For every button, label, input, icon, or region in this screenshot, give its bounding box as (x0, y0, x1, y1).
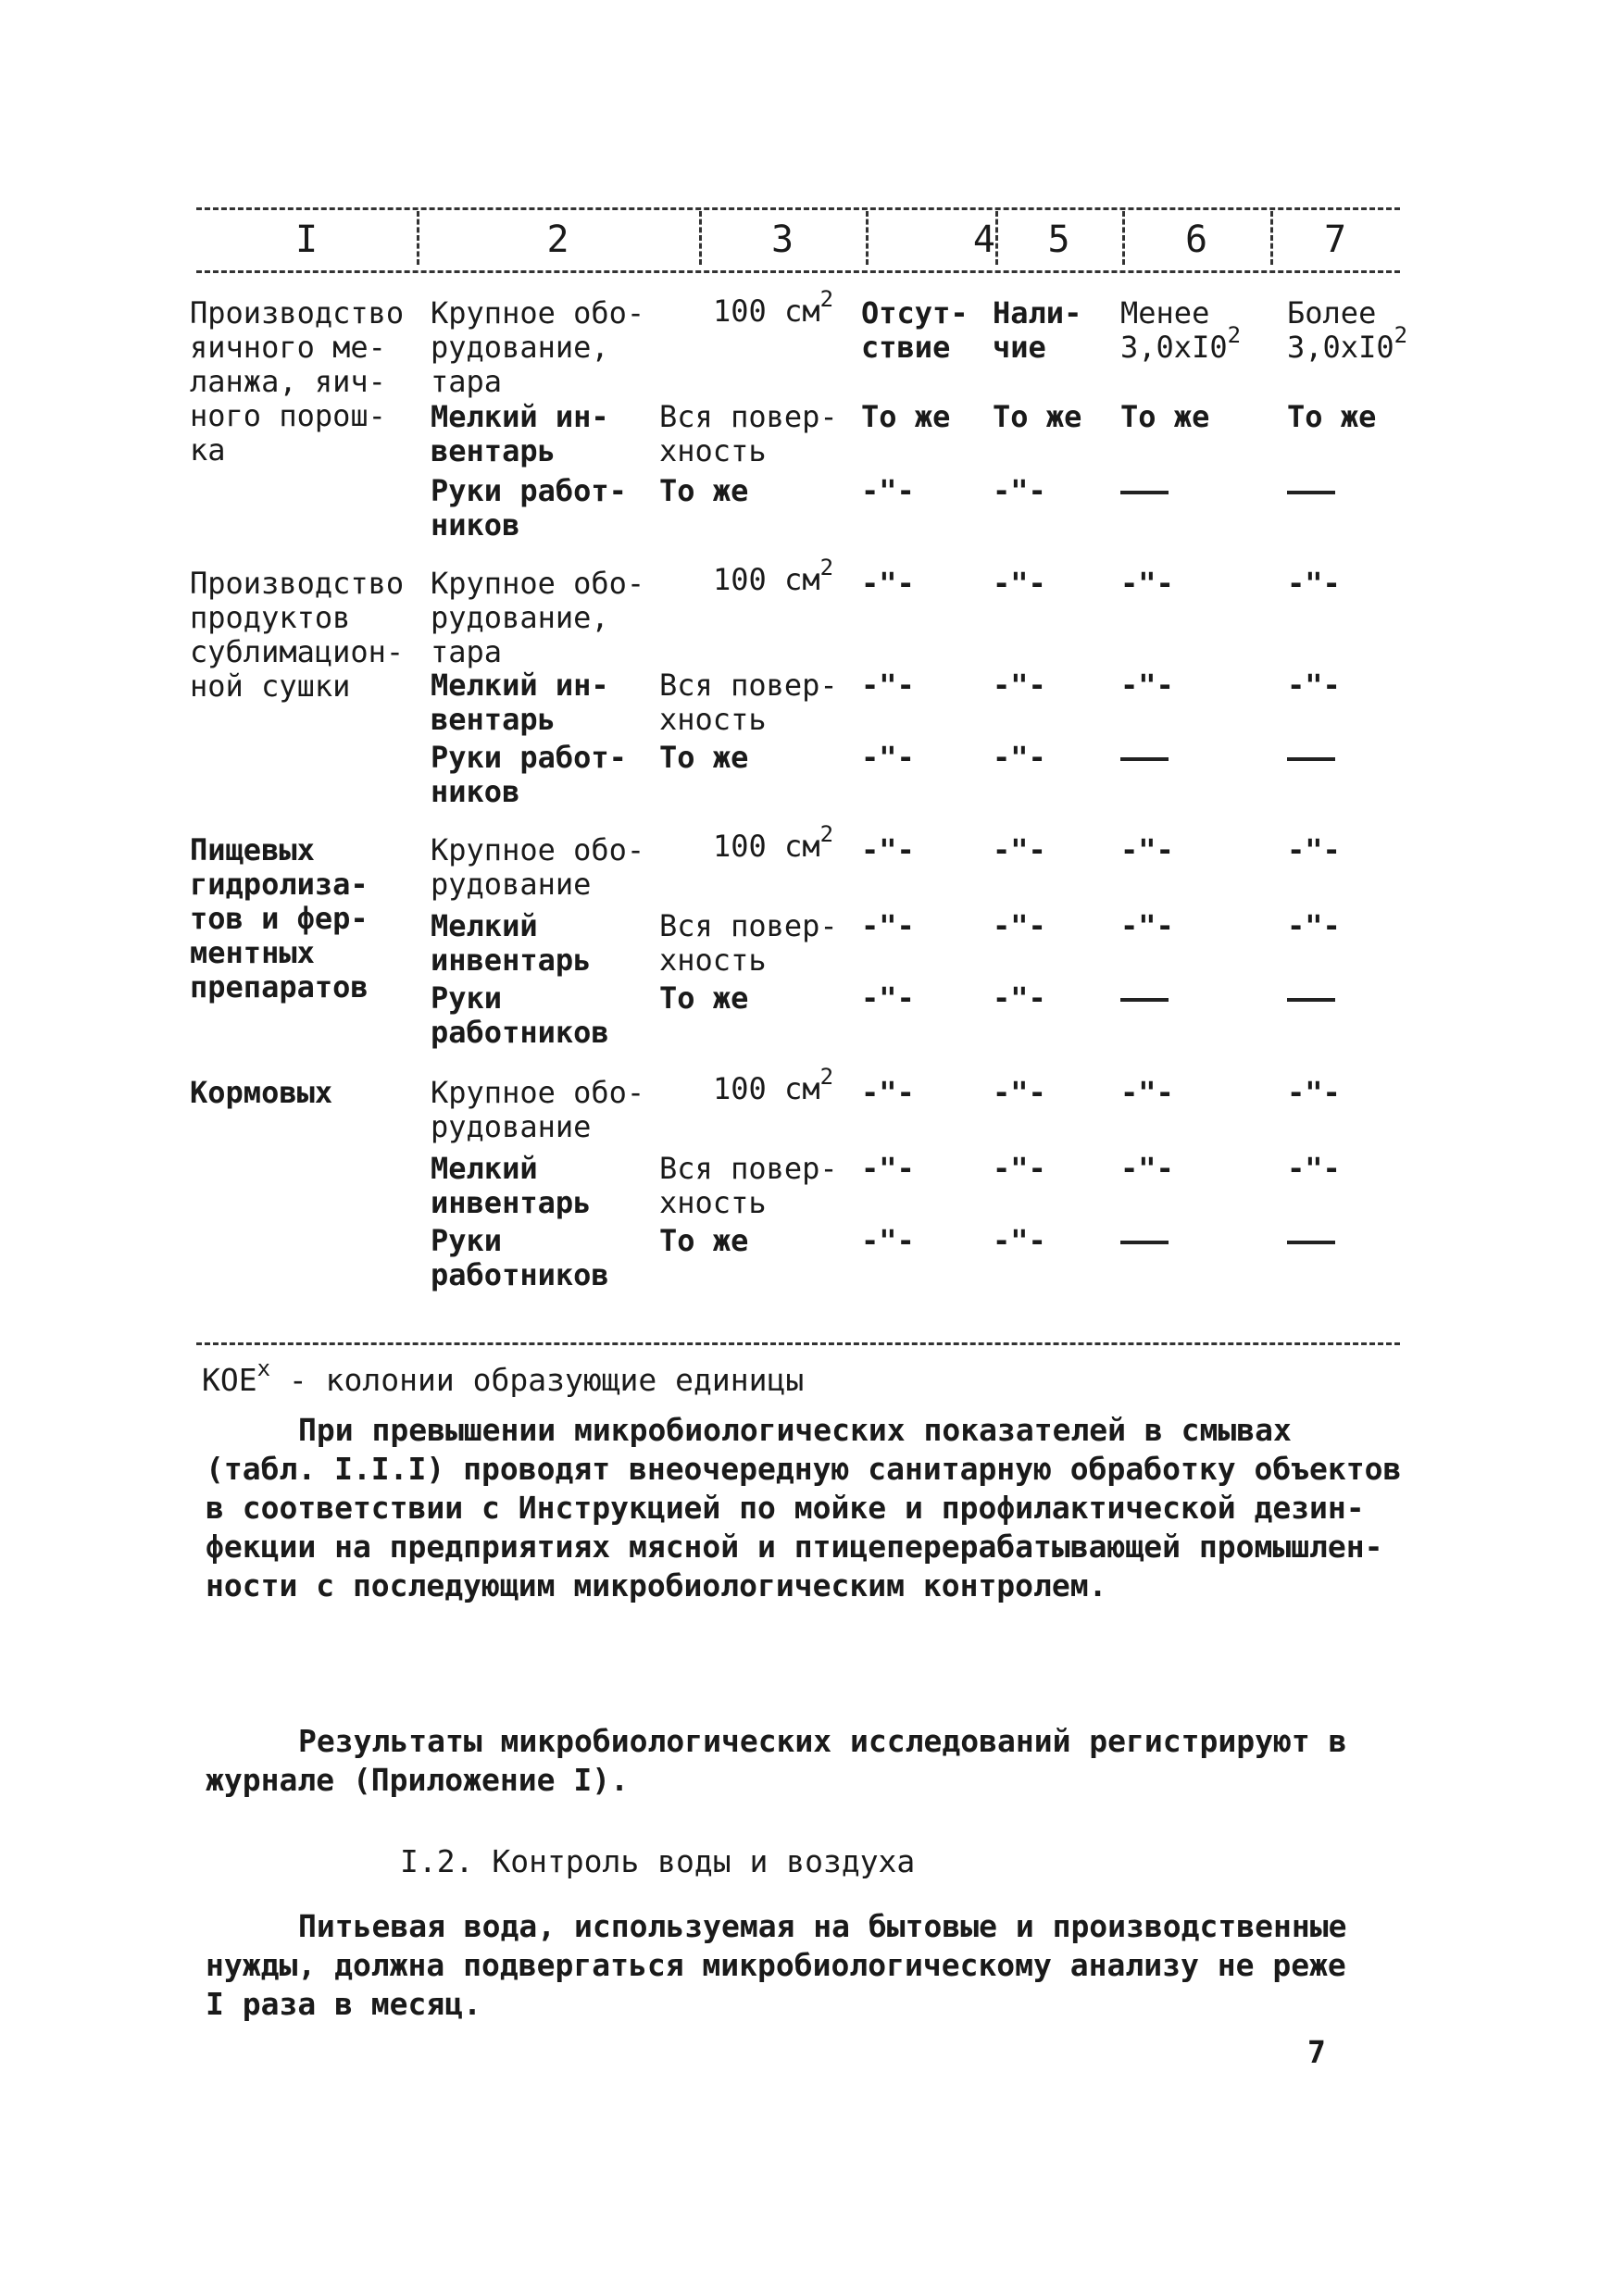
table-header-rule (196, 270, 1400, 273)
value-cell: То же (861, 399, 951, 434)
value-cell: Нали- чие (993, 295, 1082, 365)
ditto-cell: -"- (861, 473, 915, 508)
area-cell: Вся повер- хность (659, 668, 838, 737)
object-cell: Крупное обо- рудование, тара (431, 566, 645, 669)
empty-dash (1287, 474, 1335, 508)
product-name: Кормовых (190, 1075, 333, 1110)
object-cell: Крупное обо- рудование (431, 832, 645, 902)
object-cell: Руки работников (431, 980, 609, 1050)
ditto-cell: -"- (1287, 832, 1341, 867)
ditto-cell: -"- (1287, 908, 1341, 943)
ditto-cell: -"- (861, 832, 915, 867)
column-header-6: 6 (1184, 218, 1208, 261)
product-name: Производство яичного ме- ланжа, яич- ного порош- ка (190, 295, 405, 468)
value-cell: То же (993, 399, 1082, 434)
value-cell: Более $3,0хI0^2$ (1287, 295, 1408, 365)
paragraph-water: Питьевая вода, используемая на бытовые и производственные нужды, должна подвергаться микробиологическому анализу не реже I раза в месяц. (206, 1908, 1347, 2022)
column-header-3: 3 (770, 218, 794, 261)
value-cell: Менее $3,0хI0^2$ (1120, 295, 1242, 365)
ditto-cell: -"- (1287, 668, 1341, 703)
empty-dash (1120, 981, 1169, 1016)
area-cell: То же (659, 740, 749, 775)
object-cell: Мелкий ин- вентарь (431, 399, 609, 468)
table-top-rule (196, 207, 1400, 210)
value-cell: Отсут- ствие (861, 295, 969, 365)
ditto-cell: -"- (861, 980, 915, 1016)
area-cell: Вся повер- хность (659, 908, 838, 978)
ditto-cell: -"- (1120, 566, 1174, 601)
paragraph-exceedance: При превышении микробиологических показателей в смывах (табл. I.I.I) проводят внеочередную санитарную обработку объектов в соответствии с Инструкцией по мойке и профилактической дезин- фекции на предприятиях мясной и птицеперерабатывающей промышлен- ности с последующим микробиологическим контролем. (206, 1412, 1402, 1603)
object-cell: Руки работ- ников (431, 473, 627, 543)
object-cell: Мелкий ин- вентарь (431, 668, 609, 737)
area-cell: 100 $см^2$ (713, 1064, 834, 1106)
product-name: Пищевых гидролиза- тов и фер- ментных препаратов (190, 832, 369, 1004)
product-name: Производство продуктов сублимацион- ной сушки (190, 566, 405, 704)
ditto-cell: -"- (861, 1223, 915, 1258)
ditto-cell: -"- (861, 740, 915, 775)
ditto-cell: -"- (993, 1151, 1046, 1186)
ditto-cell: -"- (1287, 1075, 1341, 1110)
object-cell: Мелкий инвентарь (431, 908, 592, 978)
paragraph-results: Результаты микробиологических исследований регистрируют в журнале (Приложение I). (206, 1723, 1347, 1798)
empty-dash (1287, 741, 1335, 775)
ditto-cell: -"- (993, 1223, 1046, 1258)
column-header-7: 7 (1323, 218, 1347, 261)
object-cell: Крупное обо- рудование (431, 1075, 645, 1144)
column-header-4: 4 (972, 218, 995, 261)
area-cell: Вся повер- хность (659, 399, 838, 468)
ditto-cell: -"- (1120, 908, 1174, 943)
ditto-cell: -"- (993, 980, 1046, 1016)
column-header-1: I (294, 218, 319, 261)
area-cell: То же (659, 473, 749, 508)
page-number: 7 (1307, 2034, 1326, 2070)
object-cell: Мелкий инвентарь (431, 1151, 592, 1220)
footnote: $КОЕ^х$ - колонии образующие единицы (202, 1355, 805, 1398)
empty-dash (1120, 1224, 1169, 1258)
ditto-cell: -"- (993, 740, 1046, 775)
ditto-cell: -"- (993, 832, 1046, 867)
ditto-cell: -"- (861, 566, 915, 601)
empty-dash (1287, 1224, 1335, 1258)
ditto-cell: -"- (993, 908, 1046, 943)
ditto-cell: -"- (993, 1075, 1046, 1110)
value-cell: То же (1287, 399, 1377, 434)
table-bottom-rule (196, 1342, 1400, 1345)
ditto-cell: -"- (993, 566, 1046, 601)
area-cell: 100 $см^2$ (713, 555, 834, 597)
area-cell: То же (659, 1223, 749, 1258)
section-heading: I.2. Контроль воды и воздуха (400, 1843, 916, 1879)
ditto-cell: -"- (1287, 566, 1341, 601)
empty-dash (1287, 981, 1335, 1016)
ditto-cell: -"- (861, 668, 915, 703)
ditto-cell: -"- (1120, 1151, 1174, 1186)
empty-dash (1120, 741, 1169, 775)
ditto-cell: -"- (1120, 1075, 1174, 1110)
ditto-cell: -"- (861, 1151, 915, 1186)
empty-dash (1120, 474, 1169, 508)
area-cell: То же (659, 980, 749, 1016)
ditto-cell: -"- (861, 1075, 915, 1110)
area-cell: 100 $см^2$ (713, 286, 834, 329)
ditto-cell: -"- (1120, 832, 1174, 867)
area-cell: Вся повер- хность (659, 1151, 838, 1220)
ditto-cell: -"- (1287, 1151, 1341, 1186)
ditto-cell: -"- (993, 473, 1046, 508)
column-header-5: 5 (1047, 218, 1070, 261)
ditto-cell: -"- (993, 668, 1046, 703)
value-cell: То же (1120, 399, 1210, 434)
object-cell: Руки работников (431, 1223, 609, 1292)
ditto-cell: -"- (861, 908, 915, 943)
area-cell: 100 $см^2$ (713, 821, 834, 864)
object-cell: Руки работ- ников (431, 740, 627, 809)
object-cell: Крупное обо- рудование, тара (431, 295, 645, 399)
ditto-cell: -"- (1120, 668, 1174, 703)
column-header-2: 2 (546, 218, 569, 261)
